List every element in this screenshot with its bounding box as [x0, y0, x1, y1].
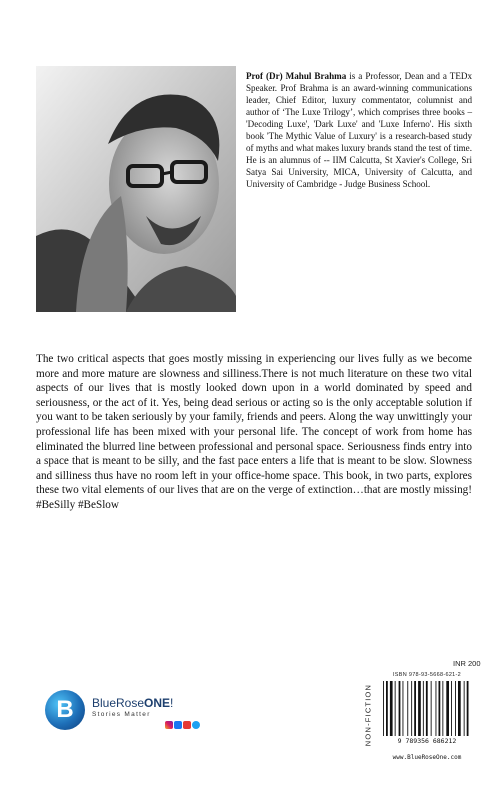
genre-label: [362, 675, 374, 755]
twitter-icon[interactable]: [192, 721, 200, 729]
author-name: Prof (Dr) Mahul Brahma: [246, 71, 347, 81]
price-label: INR 200: [453, 659, 481, 668]
publisher-name-main: BlueRose: [92, 696, 145, 710]
author-bio-text: is a Professor, Dean and a TEDx Speaker. Prof Brahma is an award-winning communications leader, Chief Editor, luxury commentator, columnist and author of ‘The Luxe Trilogy’, which comprises three books – 'Decoding Luxe', 'Dark Luxe' and 'Luxe Inferno'. His sixth book 'The Mythic Value of Luxury' is a research-based study of myths and what makes luxury brands stand the test of time. He is an alumnus of -- IIM Calcutta, St Xavier's College, Sri Satya Sai University, MICA, University of Calcutta, and University of Cambridge - Judge Business School.: [246, 71, 472, 189]
publisher-name-mark: !: [170, 696, 174, 710]
author-portrait-image: [36, 66, 236, 312]
author-bio: [246, 70, 472, 190]
book-blurb: The two critical aspects that goes mostly missing in experiencing our lives fully as we become more and more mature are slowness and silliness.There is not much literature on these two vital aspects of our lives that is mostly looked down upon in a world dominated by speed and seriousness, or the act of it. Yes, being dead serious or acting so is the only acceptable solution if you want to be taken seriously by your family, friends and peers. Along the way unwittingly your professional life has been mixed with your personal life. The concept of work from home has eliminated the blurred line between professional and personal space. Seriousness finds entry into a space that is meant to be silly, and the fast pace enters a life that is meant to be slow. Slowness and silliness thus have no room left in your office-home space. This book, in two parts, explores these two vital elements of our lives that are on the verge of extinction…that are mostly missing! #BeSilly #BeSlow: [36, 353, 472, 511]
barcode-number: 9 789356 686212: [397, 737, 457, 745]
genre-text: NON-FICTION: [363, 683, 373, 747]
author-photo: [36, 66, 236, 312]
barcode-icon: [381, 681, 473, 736]
isbn-barcode: [381, 672, 473, 750]
publisher-website: www.BlueRoseOne.com: [392, 754, 462, 761]
youtube-icon[interactable]: [183, 721, 191, 729]
social-icons: [165, 721, 200, 731]
publisher-name: [92, 696, 173, 710]
publisher-logo-letter: B: [56, 696, 74, 723]
instagram-icon[interactable]: [165, 721, 173, 729]
publisher-logo: [45, 690, 185, 732]
isbn-label: ISBN 978-93-5668-621-2: [392, 672, 462, 678]
facebook-icon[interactable]: [174, 721, 182, 729]
publisher-name-accent: ONE: [144, 696, 171, 710]
publisher-tagline: Stories Matter: [92, 711, 151, 718]
